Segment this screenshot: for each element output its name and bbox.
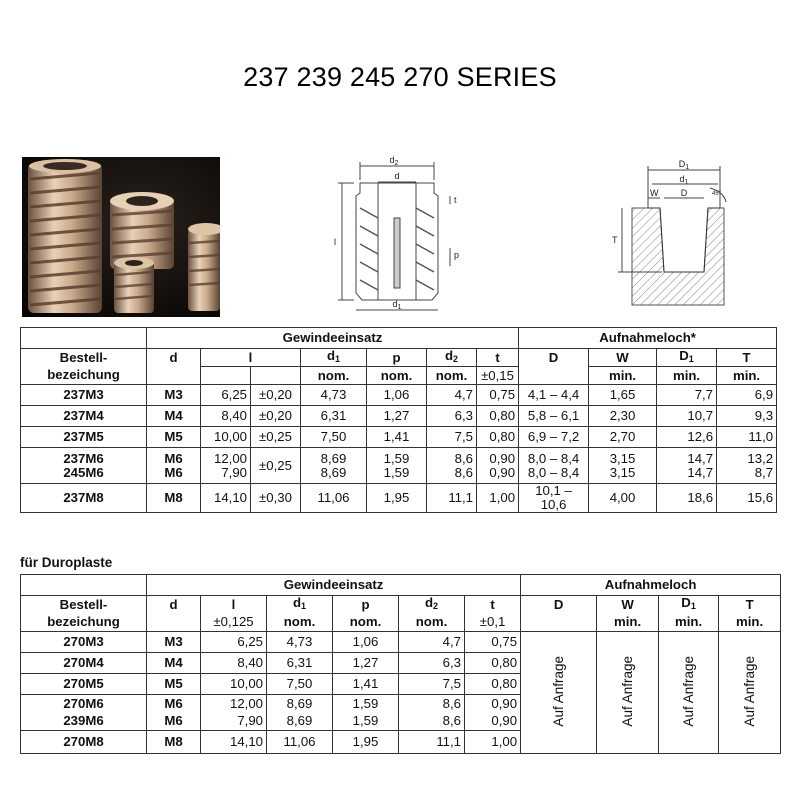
group-header-hole: Aufnahmeloch: [521, 575, 781, 596]
col-l: l: [201, 349, 301, 367]
col-T: T: [717, 349, 777, 367]
col-D1-unit: min.: [657, 367, 717, 385]
on-request-D: Auf Anfrage: [521, 632, 597, 754]
col-l-unit: ±0,125: [201, 614, 267, 632]
on-request-D1: Auf Anfrage: [659, 632, 719, 754]
table-row: 237M8 M8 14,10 ±0,30 11,06 1,95 11,1 1,00 10,1 – 10,6 4,00 18,6 15,6: [21, 484, 777, 513]
svg-text:D1: $D_1$: [678, 159, 690, 171]
col-p-unit: nom.: [367, 367, 427, 385]
on-request-T: Auf Anfrage: [719, 632, 781, 754]
col-p-unit: nom.: [333, 614, 399, 632]
col-D1: $D_1$: [657, 349, 717, 367]
col-D1: $D_1$: [659, 596, 719, 614]
col-d2-unit: nom.: [399, 614, 465, 632]
col-d1: $d_1$: [301, 349, 367, 367]
table-row: 237M5 M5 10,00 ±0,25 7,50 1,41 7,5 0,80 6,9 – 7,2 2,70 12,6 11,0: [21, 427, 777, 448]
col-d1-unit: nom.: [267, 614, 333, 632]
table-row: 237M3 M3 6,25 ±0,20 4,73 1,06 4,7 0,75 4,1 – 4,4 1,65 7,7 6,9: [21, 385, 777, 406]
insert-drawing: [320, 148, 485, 318]
col-W-unit: min.: [597, 614, 659, 632]
col-order: Bestell-: [21, 349, 147, 367]
page-title: 237 239 245 270 SERIES: [243, 62, 557, 92]
on-request-W: Auf Anfrage: [597, 632, 659, 754]
svg-text:d2: $d_2$: [389, 155, 399, 167]
col-d1-unit: nom.: [301, 367, 367, 385]
table-row: 237M6 245M6 M6 M6 12,00 7,90 ±0,25 8,69 8,69 1,59 1,59 8,6 8,6 0,90 0,90 8,0 – 8,4 8,0 – 8,4 3,15 3,15 14,7 14,7 13,2 8,7: [21, 448, 777, 484]
col-order: Bestell-: [21, 596, 147, 614]
col-W: W: [597, 596, 659, 614]
col-T-unit: min.: [717, 367, 777, 385]
col-t-unit: ±0,15: [477, 367, 519, 385]
svg-text:d1: $d_1$: [392, 299, 402, 311]
col-T: T: [719, 596, 781, 614]
table-row: 239M6 M6 7,90 8,69 1,59 8,6 0,90: [21, 713, 781, 731]
table-row: 270M8 M8 14,10 11,06 1,95 11,1 1,00: [21, 731, 781, 754]
svg-text:W: W: [650, 188, 659, 198]
col-t: t: [477, 349, 519, 367]
svg-text:D: D: [680, 188, 688, 198]
table-row: 270M5 M5 10,00 7,50 1,41 7,5 0,80: [21, 674, 781, 695]
product-photo: [22, 157, 220, 317]
table-row: 270M4 M4 8,40 6,31 1,27 6,3 0,80: [21, 653, 781, 674]
insert-middle: [110, 192, 174, 269]
table-row: 270M3 M3 6,25 4,73 1,06 4,7 0,75 Auf Anfrage Auf Anfrage Auf Anfrage Auf Anfrage: [21, 632, 781, 653]
col-d1: $d_1$: [267, 596, 333, 614]
col-d2: $d_2$: [399, 596, 465, 614]
svg-text:T: T: [612, 235, 618, 245]
insert-right: [188, 223, 220, 311]
section-label-duroplaste: für Duroplaste: [20, 555, 113, 570]
hole-drawing: [600, 150, 750, 310]
col-t: t: [465, 596, 521, 614]
svg-text:p: p: [454, 250, 460, 260]
insert-large: [28, 159, 102, 313]
col-t-unit: ±0,1: [465, 614, 521, 632]
insert-small: [114, 257, 154, 313]
svg-text:d: d: [394, 171, 400, 181]
spec-table-duroplaste: [20, 574, 781, 754]
svg-text:45°: 45°: [712, 191, 722, 197]
svg-text:d1: $d_1$: [679, 174, 689, 186]
group-header-hole: Aufnahmeloch*: [519, 328, 777, 349]
col-d: d: [147, 349, 201, 367]
col-W: W: [589, 349, 657, 367]
col-d2-unit: nom.: [427, 367, 477, 385]
group-header-insert: Gewindeeinsatz: [147, 328, 519, 349]
col-p: p: [333, 596, 399, 614]
group-header-insert: Gewindeeinsatz: [147, 575, 521, 596]
table-row: 270M6 M6 12,00 8,69 1,59 8,6 0,90: [21, 695, 781, 713]
svg-text:t: t: [454, 195, 457, 205]
col-d2: $d_2$: [427, 349, 477, 367]
col-D: D: [521, 596, 597, 614]
col-W-unit: min.: [589, 367, 657, 385]
col-D1-unit: min.: [659, 614, 719, 632]
table-row: 237M4 M4 8,40 ±0,20 6,31 1,27 6,3 0,80 5,8 – 6,1 2,30 10,7 9,3: [21, 406, 777, 427]
col-l: l: [201, 596, 267, 614]
col-order-2: bezeichung: [21, 367, 147, 385]
col-d: d: [147, 596, 201, 614]
svg-text:l: l: [334, 237, 336, 247]
col-T-unit: min.: [719, 614, 781, 632]
spec-table-main: [20, 327, 777, 513]
col-order-2: bezeichung: [21, 614, 147, 632]
col-p: p: [367, 349, 427, 367]
col-D: D: [519, 349, 589, 367]
